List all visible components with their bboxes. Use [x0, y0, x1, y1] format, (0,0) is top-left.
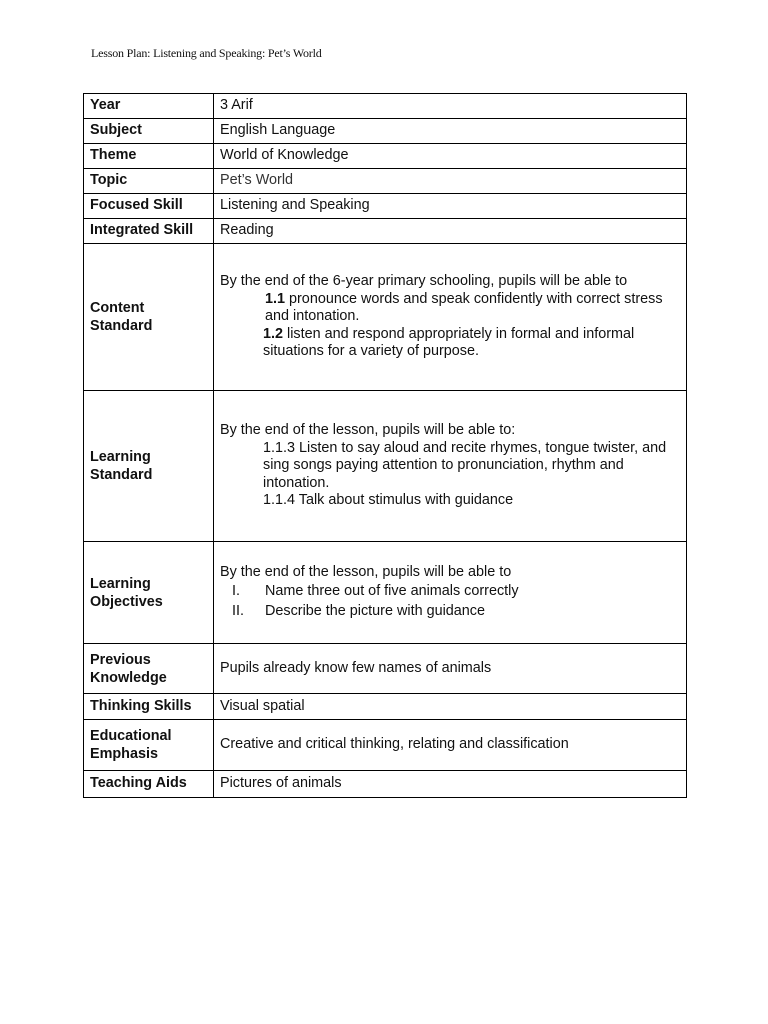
- row-year: [84, 94, 687, 119]
- row-content-standard: [84, 244, 687, 391]
- learning-standard-label-line2: Standard: [90, 467, 153, 483]
- row-teaching-aids: [84, 771, 687, 798]
- previous-knowledge-label-line1: Previous: [90, 651, 151, 668]
- content-standard-value: [214, 244, 687, 391]
- learning-standard-label: [84, 391, 214, 542]
- learning-standard-item-1: 1.1.3 Listen to say aloud and recite rhymes, tongue twister, and sing songs paying attention to pronunciation, rhythm and intonation.: [263, 439, 667, 491]
- content-standard-item-1-text: pronounce words and speak confidently with correct stress and intonation.: [265, 290, 663, 325]
- content-standard-item-2: [220, 326, 680, 361]
- focused-skill-value: Listening and Speaking: [214, 194, 687, 219]
- row-thinking-skills: [84, 694, 687, 720]
- educational-emphasis-label-line1: Educational: [90, 728, 172, 744]
- content-standard-label: [84, 244, 214, 391]
- objective-1-text: Name three out of five animals correctly: [265, 583, 519, 600]
- integrated-skill-value: Reading: [214, 219, 687, 244]
- year-label: Year: [84, 94, 214, 119]
- year-value: 3 Arif: [214, 94, 687, 119]
- integrated-skill-label: Integrated Skill: [84, 219, 214, 244]
- learning-objectives-value: [214, 542, 687, 644]
- previous-knowledge-label: [84, 644, 214, 694]
- learning-standard-intro: By the end of the lesson, pupils will be able to:: [220, 422, 516, 439]
- objective-1-num: I.: [232, 583, 240, 600]
- row-learning-objectives: [84, 542, 687, 644]
- row-focused-skill: [84, 194, 687, 219]
- lesson-plan-table: [83, 93, 687, 798]
- content-standard-label-line1: Content: [90, 300, 145, 316]
- list-item: [220, 601, 680, 621]
- content-standard-item-1-num: 1.1: [265, 290, 286, 307]
- learning-standard-item-2: 1.1.4 Talk about stimulus with guidance: [263, 492, 514, 509]
- learning-objectives-label: [84, 542, 214, 644]
- row-learning-standard: [84, 391, 687, 542]
- content-standard-item-2-num: 1.2: [263, 325, 284, 342]
- teaching-aids-value: Pictures of animals: [214, 771, 687, 798]
- learning-standard-value: [214, 391, 687, 542]
- teaching-aids-label: Teaching Aids: [84, 771, 214, 798]
- content-standard-item-1: [220, 291, 680, 326]
- learning-objectives-label-line2: Objectives: [90, 593, 163, 610]
- page-header-title: Lesson Plan: Listening and Speaking: Pet’s World: [91, 46, 322, 60]
- row-integrated-skill: [84, 219, 687, 244]
- learning-standard-label-line1: Learning: [90, 449, 151, 465]
- topic-label: Topic: [84, 169, 214, 194]
- previous-knowledge-value: Pupils already know few names of animals: [214, 644, 687, 694]
- learning-objectives-label-line1: Learning: [90, 575, 151, 592]
- objective-2-num: II.: [232, 603, 244, 620]
- educational-emphasis-label-line2: Emphasis: [90, 746, 158, 762]
- theme-value: World of Knowledge: [214, 144, 687, 169]
- learning-objectives-list: [220, 581, 680, 621]
- row-theme: [84, 144, 687, 169]
- educational-emphasis-value: Creative and critical thinking, relating and classification: [214, 720, 687, 771]
- thinking-skills-value: Visual spatial: [214, 694, 687, 720]
- learning-objectives-intro: By the end of the lesson, pupils will be able to: [220, 563, 512, 580]
- list-item: [220, 581, 680, 601]
- row-subject: [84, 119, 687, 144]
- content-standard-label-line2: Standard: [90, 318, 153, 334]
- row-educational-emphasis: [84, 720, 687, 771]
- subject-value: English Language: [214, 119, 687, 144]
- row-previous-knowledge: [84, 644, 687, 694]
- content-standard-intro: By the end of the 6-year primary schooling, pupils will be able to: [220, 273, 628, 290]
- focused-skill-label: Focused Skill: [84, 194, 214, 219]
- previous-knowledge-label-line2: Knowledge: [90, 669, 167, 686]
- topic-value: Pet’s World: [214, 169, 687, 194]
- row-topic: [84, 169, 687, 194]
- thinking-skills-label: Thinking Skills: [84, 694, 214, 720]
- subject-label: Subject: [84, 119, 214, 144]
- educational-emphasis-label: [84, 720, 214, 771]
- objective-2-text: Describe the picture with guidance: [265, 603, 485, 620]
- theme-label: Theme: [84, 144, 214, 169]
- content-standard-item-2-text: listen and respond appropriately in formal and informal situations for a variety of purpose.: [263, 325, 635, 360]
